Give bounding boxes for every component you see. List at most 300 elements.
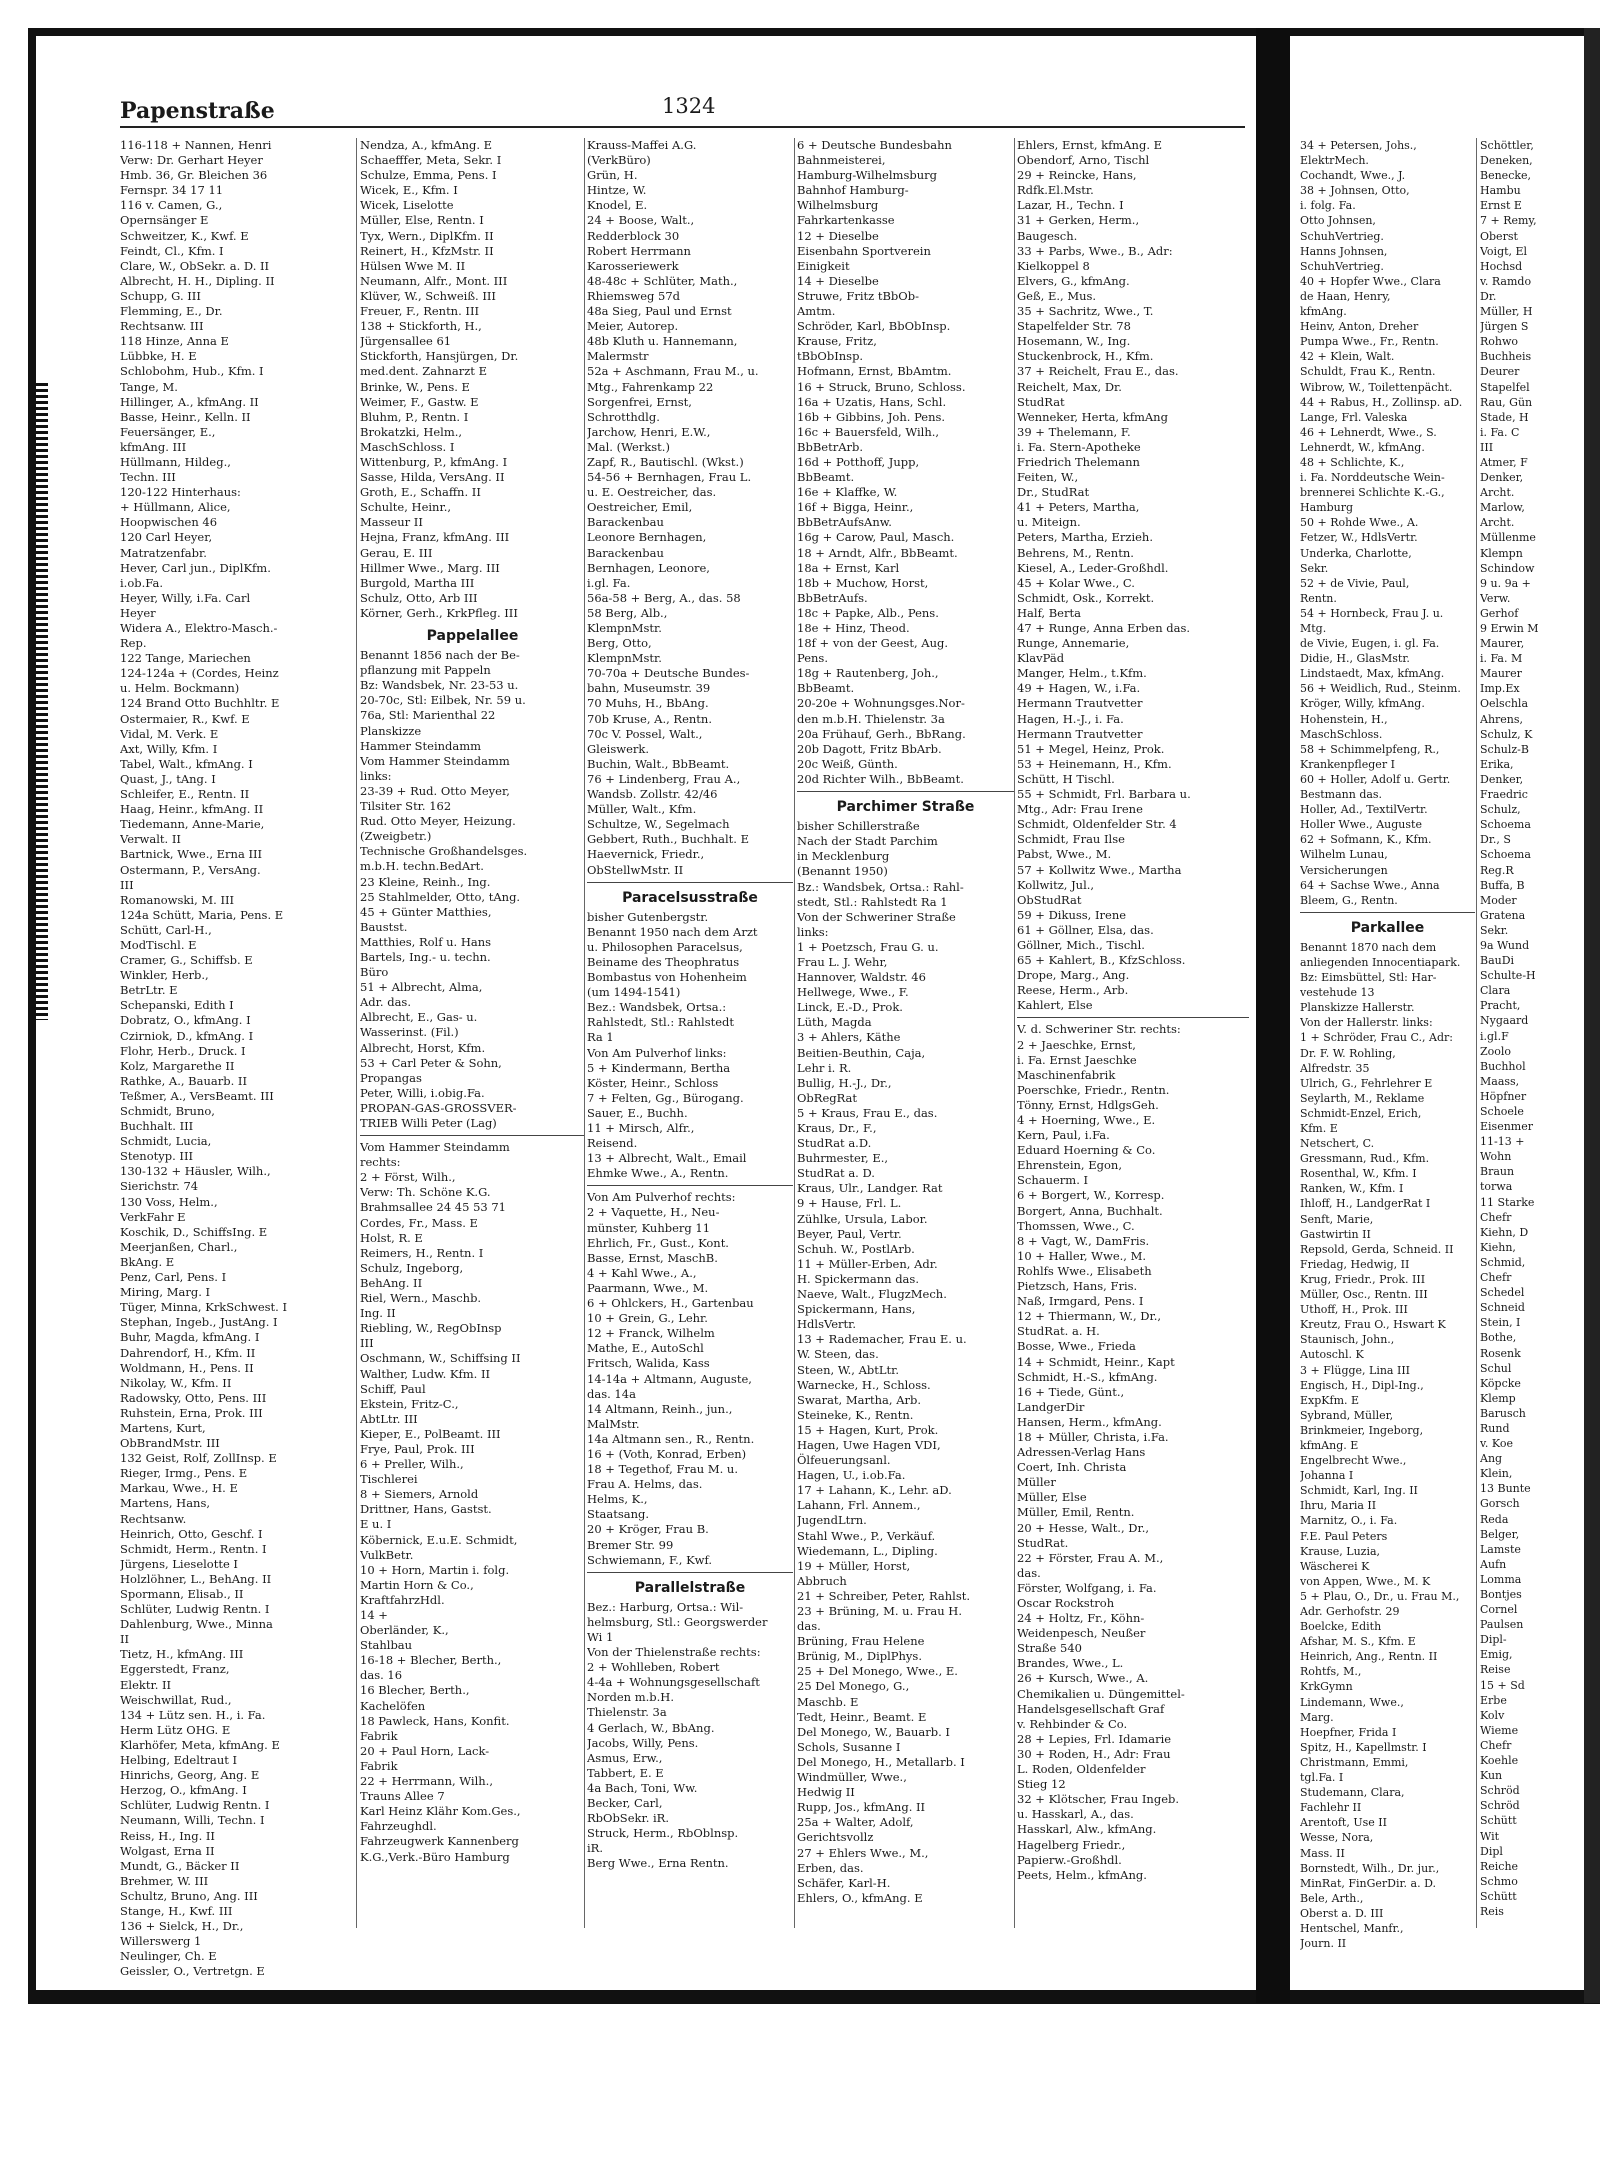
directory-entry: Peter, Willi, i.obig.Fa.	[360, 1085, 485, 1100]
directory-entry: Tyx, Wern., DiplKfm. II	[360, 228, 494, 243]
directory-entry: Oberst a. D. III	[1300, 1906, 1384, 1920]
directory-entry: 122 Tange, Mariechen	[120, 651, 251, 666]
directory-entry: 2 + Först, Wilh.,	[360, 1170, 456, 1185]
directory-entry: Seylarth, M., Reklame	[1300, 1091, 1425, 1105]
directory-entry: Schröd	[1480, 1799, 1520, 1813]
directory-entry: H. Spickermann das.	[797, 1271, 919, 1286]
directory-entry: Kolv	[1480, 1708, 1505, 1722]
directory-entry: 15 + Sd	[1480, 1678, 1525, 1692]
directory-entry: Axt, Willy, Kfm. I	[120, 741, 218, 756]
directory-entry: Schmidt, Frau Ilse	[1017, 832, 1125, 847]
column-separator	[794, 138, 795, 1928]
directory-entry: Bz: Wandsbek, Nr. 23-53 u.	[360, 678, 519, 693]
directory-entry: Thielenstr. 3a	[587, 1705, 667, 1720]
directory-entry: Hentschel, Manfr.,	[1300, 1921, 1404, 1935]
directory-entry: Lahann, Frl. Annem.,	[797, 1498, 921, 1513]
directory-entry: Bez.: Wandsbek, Ortsa.:	[587, 1000, 727, 1015]
directory-entry: Wolgast, Erna II	[120, 1843, 215, 1858]
directory-entry: Romanowski, M. III	[120, 892, 235, 907]
directory-entry: Half, Berta	[1017, 605, 1081, 620]
directory-entry: Stenotyp. III	[120, 1149, 194, 1164]
directory-entry: Bosse, Wwe., Frieda	[1017, 1339, 1136, 1354]
directory-entry: Hmb. 36, Gr. Bleichen 36	[120, 168, 268, 183]
directory-entry: Clare, W., ObSekr. a. D. II	[120, 258, 270, 273]
directory-entry: Kraus, Ulr., Landger. Rat	[797, 1181, 943, 1196]
directory-entry: Redderblock 30	[587, 228, 680, 243]
directory-entry: 12 + Franck, Wilhelm	[587, 1326, 715, 1341]
directory-entry: Schoema	[1480, 848, 1531, 862]
directory-entry: Marg.	[1300, 1710, 1334, 1724]
directory-entry: 18 + Müller, Christa, i.Fa.	[1017, 1429, 1169, 1444]
directory-entry: 39 + Thelemann, F.	[1017, 424, 1131, 439]
directory-entry: Schultz, Bruno, Ang. III	[120, 1888, 258, 1903]
directory-entry: Masseur II	[360, 515, 423, 530]
directory-entry: Bullig, H.-J., Dr.,	[797, 1075, 892, 1090]
directory-entry: BbBetrAufs.	[797, 590, 868, 605]
directory-entry: 16d + Potthoff, Jupp,	[797, 454, 920, 469]
directory-entry: JugendLtrn.	[797, 1513, 867, 1528]
directory-entry: Schröder, Karl, BbObInsp.	[797, 319, 951, 334]
directory-entry: BauDi	[1480, 954, 1515, 968]
directory-entry: Schmidt, Herm., Rentn. I	[120, 1541, 267, 1556]
directory-entry: bahn, Museumstr. 39	[587, 681, 711, 696]
directory-entry: Netschert, C.	[1300, 1137, 1375, 1151]
directory-entry: Groth, E., Schaffn. II	[360, 485, 481, 500]
directory-entry: Adressen-Verlag Hans	[1017, 1445, 1146, 1460]
directory-entry: i.ob.Fa.	[120, 575, 163, 590]
directory-entry: Brahmsallee 24 45 53 71	[360, 1200, 506, 1215]
directory-entry: Heinrich, Ang., Rentn. II	[1300, 1650, 1438, 1664]
directory-entry: Mathe, E., AutoSchl	[587, 1341, 704, 1356]
directory-entry: 56a-58 + Berg, A., das. 58	[587, 590, 741, 605]
directory-entry: MaschSchloss.	[1300, 727, 1383, 741]
directory-entry: Hosemann, W., Ing.	[1017, 334, 1131, 349]
directory-entry: Schweitzer, K., Kwf. E	[120, 228, 249, 243]
directory-entry: Hochsd	[1480, 259, 1523, 273]
directory-entry: L. Roden, Oldenfelder	[1017, 1762, 1146, 1777]
directory-entry: Tiedemann, Anne-Marie,	[120, 817, 265, 832]
directory-entry: 14 + Dieselbe	[797, 273, 879, 288]
directory-entry: Bartels, Ing.- u. techn.	[360, 949, 491, 964]
directory-entry: 3 + Ahlers, Käthe	[797, 1030, 901, 1045]
directory-entry: Ölfeuerungsanl.	[797, 1453, 891, 1468]
directory-entry: MaschSchloss. I	[360, 439, 455, 454]
book-gutter	[1256, 28, 1290, 2003]
directory-entry: Feindt, Cl., Kfm. I	[120, 243, 224, 258]
directory-entry: pflanzung mit Pappeln	[360, 663, 491, 678]
directory-entry: Haag, Heinr., kfmAng. II	[120, 802, 264, 817]
directory-entry: Sierichstr. 74	[120, 1179, 199, 1194]
directory-entry: 31 + Gerken, Herm.,	[1017, 213, 1140, 228]
directory-entry: Ra 1	[587, 1030, 614, 1045]
directory-entry: HdlsVertr.	[797, 1317, 857, 1332]
directory-entry: Abbruch	[797, 1573, 847, 1588]
directory-entry: Jürgensallee 61	[360, 334, 452, 349]
directory-entry: Neumann, Willi, Techn. I	[120, 1813, 265, 1828]
directory-entry: Holst, R. E	[360, 1230, 423, 1245]
directory-entry: Buhrmester, E.,	[797, 1151, 889, 1166]
directory-entry: Winkler, Herb.,	[120, 968, 209, 983]
directory-entry: 138 + Stickforth, H.,	[360, 319, 482, 334]
directory-entry: 65 + Kahlert, B., KfzSchloss.	[1017, 953, 1186, 968]
directory-entry: Rahlstedt, Stl.: Rahlstedt	[587, 1015, 735, 1030]
directory-entry: 16a + Uzatis, Hans, Schl.	[797, 394, 947, 409]
directory-entry: Manger, Helm., t.Kfm.	[1017, 666, 1147, 681]
directory-entry: Johanna I	[1300, 1469, 1354, 1483]
directory-entry: 10 + Grein, G., Lehr.	[587, 1311, 708, 1326]
directory-entry: Karl Heinz Klähr Kom.Ges.,	[360, 1804, 521, 1819]
directory-entry: Heyer	[120, 605, 156, 620]
directory-entry: Ruhstein, Erna, Prok. III	[120, 1405, 263, 1420]
directory-entry: i. Fa. C	[1480, 425, 1520, 439]
directory-entry: Alfredstr. 35	[1300, 1061, 1370, 1075]
directory-entry: 5 + Kindermann, Bertha	[587, 1060, 731, 1075]
directory-entry: Schmidt, Oldenfelder Str. 4	[1017, 817, 1177, 832]
directory-entry: Kolz, Margarethe II	[120, 1058, 235, 1073]
directory-entry: den m.b.H. Thielenstr. 3a	[797, 711, 945, 726]
directory-entry: Jarchow, Henri, E.W.,	[587, 424, 711, 439]
column-separator	[356, 138, 357, 1928]
directory-entry: 11 Starke	[1480, 1195, 1535, 1209]
directory-entry: (um 1494-1541)	[587, 985, 681, 1000]
directory-entry: 11 + Müller-Erben, Adr.	[797, 1256, 938, 1271]
directory-entry: Schütt	[1480, 1814, 1517, 1828]
directory-entry: Handelsgesellschaft Graf	[1017, 1701, 1165, 1716]
directory-column-4	[797, 138, 1014, 1978]
directory-entry: Friedrich Thelemann	[1017, 454, 1140, 469]
directory-entry: Hansen, Herm., kfmAng.	[1017, 1414, 1162, 1429]
directory-entry: Schlüter, Ludwig Rentn. I	[120, 1602, 270, 1617]
directory-entry: Schultze, W., Segelmach	[587, 817, 730, 832]
directory-entry: Cordes, Fr., Mass. E	[360, 1215, 478, 1230]
directory-entry: Chefr	[1480, 1210, 1512, 1224]
directory-entry: Hanns Johnsen,	[1300, 244, 1388, 258]
directory-entry: 9 u. 9a +	[1480, 576, 1531, 590]
directory-entry: MinRat, FinGerDir. a. D.	[1300, 1876, 1437, 1890]
directory-entry: Erben, das.	[797, 1860, 864, 1875]
directory-entry: Reimers, H., Rentn. I	[360, 1245, 484, 1260]
directory-entry: Martens, Hans,	[120, 1496, 211, 1511]
directory-entry: in Mecklenburg	[797, 849, 890, 864]
directory-entry: von Appen, Wwe., M. K	[1300, 1574, 1431, 1588]
directory-entry: SchuhVertrieg.	[1300, 259, 1384, 273]
directory-entry: Voigt, El	[1480, 244, 1528, 258]
directory-entry: 18g + Rautenberg, Joh.,	[797, 666, 939, 681]
directory-entry: Schuldt, Frau K., Rentn.	[1300, 365, 1436, 379]
directory-entry: Meier, Autorep.	[587, 319, 679, 334]
directory-entry: Emig,	[1480, 1648, 1513, 1662]
directory-entry: Hoepfner, Frida I	[1300, 1725, 1397, 1739]
directory-entry: Maass,	[1480, 1074, 1520, 1088]
directory-entry: 48 + Schlichte, K.,	[1300, 455, 1405, 469]
directory-entry: Leonore Bernhagen,	[587, 530, 707, 545]
directory-entry: Bahnmeisterei,	[797, 153, 886, 168]
directory-entry: Stapelfelder Str. 78	[1017, 319, 1131, 334]
directory-entry: Behrens, M., Rentn.	[1017, 545, 1134, 560]
directory-entry: 118 Hinze, Anna E	[120, 334, 229, 349]
directory-entry: Erbe	[1480, 1693, 1507, 1707]
directory-entry: 14-14a + Altmann, Auguste,	[587, 1371, 752, 1386]
directory-entry: 26 + Kursch, Wwe., A.	[1017, 1671, 1149, 1686]
directory-entry: Obendorf, Arno, Tischl	[1017, 153, 1150, 168]
directory-entry: 35 + Sachritz, Wwe., T.	[1017, 304, 1154, 319]
directory-entry: 120 Carl Heyer,	[120, 530, 213, 545]
street-heading: Parkallee	[1350, 919, 1425, 936]
directory-entry: TRIEB Willi Peter (Lag)	[360, 1116, 497, 1130]
directory-entry: Kachelöfen	[360, 1698, 426, 1713]
column-separator	[1014, 138, 1015, 1928]
directory-entry: Pabst, Wwe., M.	[1017, 847, 1112, 862]
directory-entry: Braun	[1480, 1165, 1515, 1179]
directory-entry: Naß, Irmgard, Pens. I	[1017, 1294, 1144, 1309]
directory-entry: Vom Hammer Steindamm	[360, 1140, 510, 1155]
directory-entry: Steineke, K., Rentn.	[797, 1407, 914, 1422]
directory-entry: Bombastus von Hohenheim	[587, 970, 747, 985]
directory-entry: Fahrzeughdl.	[360, 1819, 437, 1834]
directory-entry: 76 + Lindenberg, Frau A.,	[587, 771, 741, 786]
directory-entry: BbBeamt.	[797, 681, 855, 696]
directory-entry: Schulz-B	[1480, 742, 1529, 756]
directory-entry: Planskizze	[360, 723, 422, 738]
directory-entry: iR.	[587, 1841, 603, 1856]
directory-entry: LandgerDir	[1017, 1399, 1085, 1414]
directory-entry: Sasse, Hilda, VersAng. II	[360, 470, 505, 485]
directory-entry: Grün, H.	[587, 168, 638, 183]
directory-entry: 25 Del Monego, G.,	[797, 1679, 910, 1694]
directory-entry: 9a Wund	[1480, 938, 1530, 952]
directory-entry: + Hüllmann, Alice,	[120, 500, 231, 515]
directory-entry: Schmidt, Karl, Ing. II	[1300, 1484, 1418, 1498]
directory-entry: Hammer Steindamm	[360, 738, 482, 753]
directory-entry: Clara	[1480, 984, 1511, 998]
directory-entry: Bleem, G., Rentn.	[1300, 893, 1398, 907]
directory-entry: Eduard Hoerning & Co.	[1017, 1143, 1156, 1158]
directory-entry: kfmAng. E	[1300, 1438, 1359, 1452]
directory-column-5	[1017, 138, 1249, 1978]
directory-entry: 51 + Megel, Heinz, Prok.	[1017, 741, 1165, 756]
directory-entry: 45 + Günter Matthies,	[360, 904, 492, 919]
directory-entry: 16-18 + Blecher, Berth.,	[360, 1653, 502, 1668]
directory-entry: StudRat a. D.	[797, 1166, 875, 1181]
directory-entry: Didie, H., GlasMstr.	[1300, 652, 1410, 666]
directory-entry: Hagelberg Friedr.,	[1017, 1837, 1126, 1852]
directory-entry: 25 + Del Monego, Wwe., E.	[797, 1664, 958, 1679]
directory-entry: ObBrandMstr. III	[120, 1436, 220, 1451]
directory-entry: Krause, Luzia,	[1300, 1544, 1381, 1558]
directory-entry: Buchhalt. III	[120, 1119, 194, 1134]
directory-entry: Helbing, Edeltraut I	[120, 1753, 238, 1768]
directory-entry: 24 + Holtz, Fr., Köhn-	[1017, 1611, 1145, 1626]
directory-entry: Oberländer, K.,	[360, 1623, 449, 1638]
directory-entry: links:	[797, 924, 829, 939]
directory-entry: links:	[360, 768, 392, 783]
directory-entry: Lindemann, Wwe.,	[1300, 1695, 1404, 1709]
directory-entry: 18a + Ernst, Karl	[797, 560, 900, 575]
directory-entry: Rhiemsweg 57d	[587, 288, 681, 303]
directory-entry: 48a Sieg, Paul und Ernst	[587, 304, 732, 319]
directory-entry: 53 + Carl Peter & Sohn,	[360, 1055, 502, 1070]
directory-entry: 7 + Remy,	[1480, 214, 1537, 228]
directory-entry: Maschb. E	[797, 1694, 859, 1709]
directory-entry: Schneid	[1480, 1301, 1525, 1315]
directory-entry: Del Monego, W., Bauarb. I	[797, 1724, 950, 1739]
directory-entry: 62 + Sofmann, K., Kfm.	[1300, 833, 1432, 847]
directory-entry: Nygaard	[1480, 1014, 1529, 1028]
directory-entry: 49 + Hagen, W., i.Fa.	[1017, 681, 1141, 696]
directory-entry: Schaefffer, Meta, Sekr. I	[360, 153, 502, 168]
directory-entry: Verw.	[1480, 591, 1511, 605]
directory-entry: Albrecht, E., Gas- u.	[360, 1010, 478, 1025]
directory-entry: Schmidt, Osk., Korrekt.	[1017, 590, 1155, 605]
directory-entry: Meerjanßen, Charl.,	[120, 1239, 238, 1254]
directory-entry: Riel, Wern., Maschb.	[360, 1291, 482, 1306]
directory-entry: Stieg 12	[1017, 1777, 1066, 1792]
directory-entry: Reiss, H., Ing. II	[120, 1828, 215, 1843]
directory-entry: 124a Schütt, Maria, Pens. E	[120, 907, 284, 922]
directory-entry: i. Fa. Stern-Apotheke	[1017, 439, 1141, 454]
directory-entry: u. Helm. Bockmann)	[120, 681, 240, 696]
directory-entry: Baustst.	[360, 919, 408, 934]
directory-entry: Chefr	[1480, 1271, 1512, 1285]
directory-entry: 56 + Weidlich, Rud., Steinm.	[1300, 682, 1461, 696]
directory-entry: Klemp	[1480, 1391, 1516, 1405]
directory-entry: Engisch, H., Dipl-Ing.,	[1300, 1378, 1424, 1392]
directory-entry: Mtg., Adr: Frau Irene	[1017, 802, 1143, 817]
directory-entry: Ang	[1480, 1452, 1503, 1466]
directory-entry: 20 + Hesse, Walt., Dr.,	[1017, 1520, 1150, 1535]
directory-entry: Pracht,	[1480, 999, 1521, 1013]
directory-entry: Holzlöhner, L., BehAng. II	[120, 1571, 272, 1586]
directory-entry: 7 + Felten, Gg., Bürogang.	[587, 1090, 744, 1105]
directory-entry: Hermann Trautvetter	[1017, 726, 1143, 741]
directory-entry: 59 + Dikuss, Irene	[1017, 907, 1127, 922]
directory-entry: III	[360, 1336, 374, 1351]
directory-entry: Wasserinst. (Fil.)	[360, 1025, 459, 1040]
directory-entry: das.	[1017, 1565, 1041, 1580]
directory-entry: Gastwirtin II	[1300, 1227, 1371, 1241]
directory-entry: Schmid,	[1480, 1255, 1526, 1269]
header-rule	[120, 126, 1245, 128]
directory-entry: Schmidt, H.-S., kfmAng.	[1017, 1369, 1158, 1384]
directory-entry: Bz.: Wandsbek, Ortsa.: Rahl-	[797, 879, 964, 894]
directory-entry: 32 + Klötscher, Frau Ingeb.	[1017, 1792, 1180, 1807]
directory-entry: Vom Hammer Steindamm	[360, 753, 510, 768]
directory-entry: Holler Wwe., Auguste	[1300, 818, 1422, 832]
directory-entry: Wittenburg, P., kfmAng. I	[360, 454, 508, 469]
directory-column-3	[587, 138, 793, 1978]
directory-entry: Oscar Rockstroh	[1017, 1596, 1115, 1610]
directory-entry: Hinrichs, Georg, Ang. E	[120, 1768, 260, 1783]
directory-entry: Trauns Allee 7	[360, 1789, 445, 1804]
directory-entry: Bele, Arth.,	[1300, 1891, 1364, 1905]
directory-entry: 20-20e + Wohnungsges.Nor-	[797, 696, 965, 711]
directory-entry: Heinv, Anton, Dreher	[1300, 320, 1419, 334]
directory-entry: Schindow	[1480, 561, 1535, 575]
directory-entry: Hellwege, Wwe., F.	[797, 985, 909, 1000]
directory-entry: BkAng. E	[120, 1254, 175, 1269]
directory-entry: Rechtsanw. III	[120, 319, 204, 334]
directory-entry: Stange, H., Kwf. III	[120, 1903, 233, 1918]
directory-entry: Buchin, Walt., BbBeamt.	[587, 756, 730, 771]
directory-entry: Klempn	[1480, 546, 1523, 560]
directory-entry: Nikolay, W., Kfm. II	[120, 1375, 232, 1390]
directory-entry: 23-39 + Rud. Otto Meyer,	[360, 783, 510, 798]
directory-entry: Reg.R	[1480, 863, 1514, 877]
directory-entry: V. d. Schweriner Str. rechts:	[1017, 1022, 1181, 1037]
directory-entry: 52 + de Vivie, Paul,	[1300, 576, 1410, 590]
directory-entry: Wiedemann, L., Dipling.	[797, 1543, 938, 1558]
directory-entry: 45 + Kolar Wwe., C.	[1017, 575, 1135, 590]
directory-entry: Robert Herrmann	[587, 243, 691, 258]
directory-entry: Rentn.	[1300, 591, 1337, 605]
directory-entry: Köster, Heinr., Schloss	[587, 1075, 719, 1090]
directory-entry: 20b Dagott, Fritz BbArb.	[797, 741, 942, 756]
directory-entry: 61 + Göllner, Elsa, das.	[1017, 922, 1154, 937]
directory-entry: Markau, Wwe., H. E	[120, 1481, 238, 1496]
scan-edge-top	[28, 28, 1600, 36]
directory-entry: (VerkBüro)	[587, 153, 651, 168]
directory-entry: Wi 1	[587, 1630, 614, 1644]
directory-entry: Hever, Carl jun., DiplKfm.	[120, 560, 271, 575]
directory-entry: BbBeamt.	[797, 470, 855, 485]
directory-entry: u. E. Oestreicher, das.	[587, 485, 717, 500]
directory-entry: Schäfer, Karl-H.	[797, 1875, 891, 1890]
directory-entry: bisher Schillerstraße	[797, 819, 920, 834]
directory-entry: 51 + Albrecht, Alma,	[360, 980, 483, 995]
directory-entry: Kern, Paul, i.Fa.	[1017, 1128, 1110, 1143]
directory-entry: 10 + Horn, Martin i. folg.	[360, 1562, 510, 1577]
directory-entry: 116-118 + Nannen, Henri	[120, 138, 272, 152]
directory-entry: Oberst	[1480, 229, 1518, 243]
directory-entry: KraftfahrzHdl.	[360, 1592, 445, 1607]
directory-entry: Schöttler,	[1480, 139, 1534, 152]
directory-entry: Mundt, G., Bäcker II	[120, 1858, 240, 1873]
directory-entry: Widera A., Elektro-Masch.-	[120, 621, 278, 635]
directory-entry: Jürgen S	[1480, 320, 1529, 334]
directory-entry: 21 + Schreiber, Peter, Rahlst.	[797, 1588, 971, 1603]
directory-entry: Fraedric	[1480, 788, 1528, 802]
directory-entry: Del Monego, H., Metallarb. I	[797, 1754, 965, 1769]
directory-entry: Kun	[1480, 1769, 1503, 1783]
directory-entry: Mtg.	[1300, 622, 1327, 635]
directory-entry: 54-56 + Bernhagen, Frau L.	[587, 470, 752, 485]
directory-entry: Studemann, Clara,	[1300, 1786, 1405, 1800]
binding-marks	[36, 380, 48, 1020]
directory-entry: Schulte, Heinr.,	[360, 500, 452, 515]
directory-column-6	[1300, 138, 1475, 1978]
directory-entry: Thomssen, Wwe., C.	[1017, 1218, 1135, 1233]
directory-entry: Uthoff, H., Prok. III	[1300, 1303, 1408, 1317]
directory-entry: Sekr.	[1480, 923, 1509, 937]
directory-entry: Gerau, E. III	[360, 545, 433, 560]
directory-entry: Kieper, E., PolBeamt. III	[360, 1426, 501, 1441]
directory-entry: Poerschke, Friedr., Rentn.	[1017, 1082, 1170, 1097]
directory-entry: Rep.	[120, 636, 147, 651]
directory-entry: Oschmann, W., Schiffsing II	[360, 1351, 521, 1366]
directory-entry: Cornel	[1480, 1603, 1518, 1617]
directory-entry: Steen, W., AbtLtr.	[797, 1362, 900, 1377]
directory-entry: Technische Großhandelsges.	[360, 844, 528, 859]
directory-entry: Schleifer, E., Rentn. II	[120, 787, 250, 802]
directory-entry: Schmidt, Bruno,	[120, 1104, 215, 1118]
directory-entry: Oelschla	[1480, 697, 1529, 711]
directory-entry: Wicek, Liselotte	[360, 198, 454, 213]
directory-entry: Brandes, Wwe., L.	[1017, 1656, 1124, 1671]
directory-entry: Benannt 1870 nach dem	[1300, 940, 1437, 954]
directory-entry: 132 Geist, Rolf, ZollInsp. E	[120, 1451, 277, 1466]
directory-entry: Knodel, E.	[587, 198, 648, 213]
directory-entry: Gebbert, Ruth., Buchhalt. E	[587, 832, 749, 847]
